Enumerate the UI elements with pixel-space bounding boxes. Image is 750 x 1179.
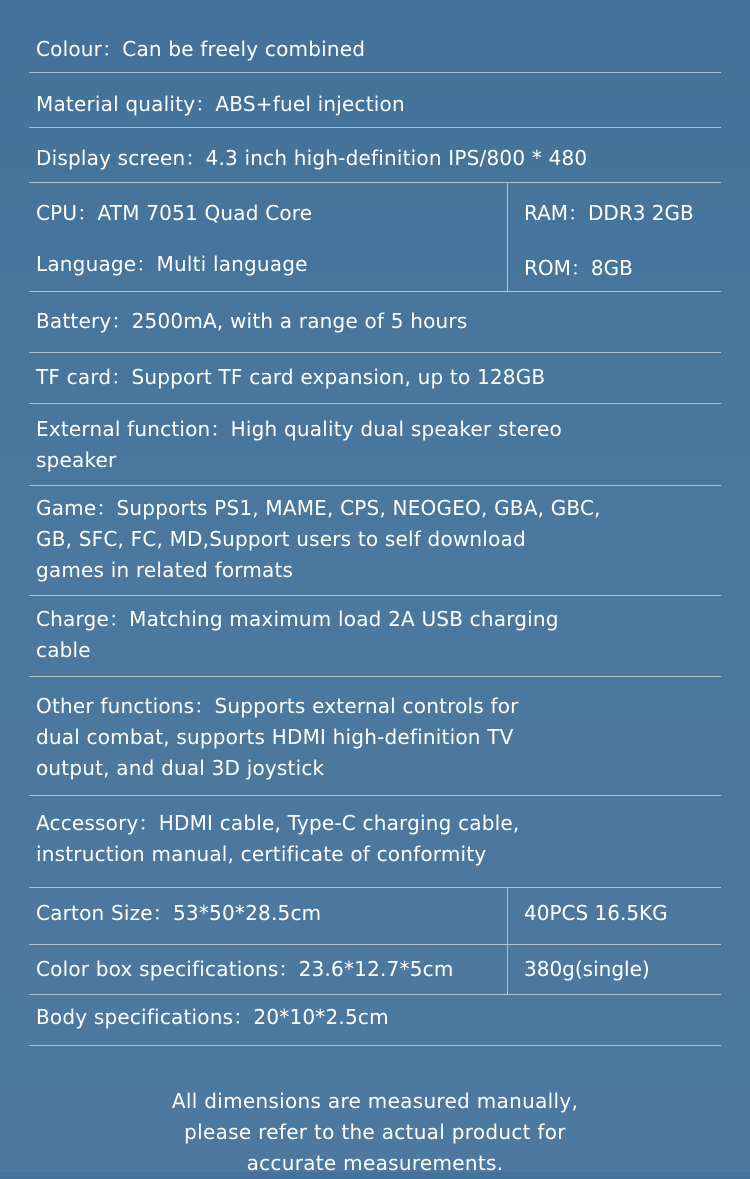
spec-game-line: games in related formats: [36, 558, 294, 582]
spec-row-charge: [29, 596, 721, 677]
spec-carton-size: Carton Size：53*50*28.5cm: [36, 901, 322, 925]
spec-language: Language：Multi language: [36, 252, 308, 276]
spec-charge-line: cable: [36, 638, 91, 662]
spec-row-tf-card: [29, 353, 721, 404]
spec-color-box: Color box specifications：23.6*12.7*5cm: [36, 957, 454, 981]
spec-cpu: CPU：ATM 7051 Quad Core: [36, 201, 313, 225]
measurement-note-line: All dimensions are measured manually,: [171, 1089, 579, 1113]
spec-row-external-function: [29, 404, 721, 486]
spec-game-line: GB, SFC, FC, MD,Support users to self download: [36, 527, 526, 551]
spec-display: Display screen：4.3 inch high-definition IPS/800 * 480: [36, 146, 588, 170]
spec-carton-weight: 40PCS 16.5KG: [524, 901, 668, 925]
spec-external-function-line: speaker: [36, 448, 117, 472]
spec-material: Material quality：ABS+fuel injection: [36, 92, 405, 116]
spec-row-carton: [29, 888, 721, 945]
spec-row-cpu-ram-language-rom: [29, 183, 721, 292]
spec-rom: ROM：8GB: [524, 256, 633, 280]
measurement-note: [0, 1086, 750, 1179]
spec-other-functions-line: dual combat, supports HDMI high-definition TV: [36, 725, 514, 749]
spec-accessory-line: Accessory：HDMI cable, Type-C charging cable,: [36, 811, 520, 835]
spec-row-color-box: [29, 945, 721, 995]
spec-body: Body specifications：20*10*2.5cm: [36, 1005, 389, 1029]
spec-ram: RAM：DDR3 2GB: [524, 201, 694, 225]
spec-external-function-line: External function：High quality dual speaker stereo: [36, 417, 562, 441]
column-divider: [507, 945, 508, 994]
spec-row-body: [29, 995, 721, 1046]
spec-row-battery: [29, 292, 721, 353]
spec-other-functions-line: Other functions：Supports external controls for: [36, 694, 519, 718]
spec-row-material: [29, 73, 721, 128]
spec-table: [29, 18, 721, 1046]
spec-row-game: [29, 486, 721, 596]
spec-colour: Colour：Can be freely combined: [36, 37, 366, 61]
spec-tf-card: TF card：Support TF card expansion, up to 128GB: [36, 365, 546, 389]
spec-battery: Battery：2500mA, with a range of 5 hours: [36, 309, 468, 333]
spec-game-line: Game：Supports PS1, MAME, CPS, NEOGEO, GBA, GBC,: [36, 496, 601, 520]
measurement-note-line: please refer to the actual product for: [184, 1120, 566, 1144]
spec-row-accessory: [29, 796, 721, 888]
spec-color-box-weight: 380g(single): [524, 957, 650, 981]
spec-row-colour: [29, 18, 721, 73]
column-divider: [507, 183, 508, 291]
spec-row-other-functions: [29, 677, 721, 796]
spec-row-display: [29, 128, 721, 183]
column-divider: [507, 888, 508, 944]
spec-accessory-line: instruction manual, certificate of conformity: [36, 842, 487, 866]
spec-charge-line: Charge：Matching maximum load 2A USB charging: [36, 607, 559, 631]
measurement-note-line: accurate measurements.: [246, 1151, 504, 1175]
spec-other-functions-line: output, and dual 3D joystick: [36, 756, 325, 780]
